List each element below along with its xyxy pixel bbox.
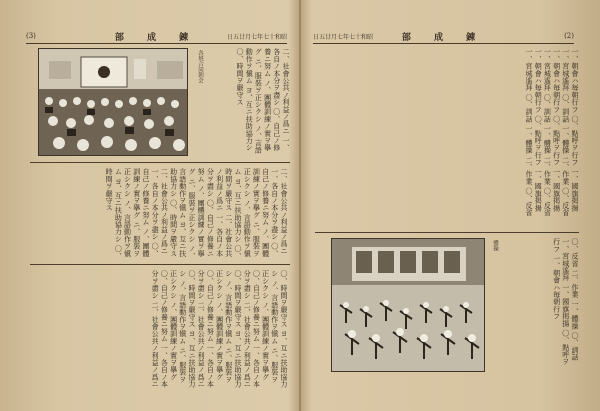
left-text-line: ヨ、互ニ扶助協力シ <box>178 270 196 388</box>
left-text-line: 二、社會公共ノ利益ノ爲ニ <box>197 301 206 388</box>
left-text-line: 〇、自己ノ修養ニ努ム <box>160 270 169 342</box>
left-text-line: 〇、時間ヲ嚴守ス <box>280 270 288 328</box>
right-text-line: 一、體操 <box>561 124 570 154</box>
right-page-header <box>313 30 574 44</box>
left-text-line: ヨ、互ニ扶助協力シ <box>224 270 242 388</box>
right-text-line: 〇、訓話 <box>524 93 533 123</box>
left-text-line: ニ、服裝ヲ正シクシ <box>123 168 141 257</box>
right-text-line: 一、朝會ハ毎朝行フ <box>552 254 561 320</box>
left-page <box>0 0 299 411</box>
right-text-line: 二、作業 <box>571 269 579 299</box>
left-text-line: 〇、自己ノ修養ニ努ム <box>261 168 279 257</box>
left-text-line: ノ、團體訓練ノ實ヲ擧グ <box>252 168 270 257</box>
right-text-line: 二、作業 <box>524 156 533 185</box>
left-text-line: ノ、團體訓練ノ實ヲ擧グ <box>215 301 224 381</box>
right-text-line: 一、國旗掲揚 <box>561 283 570 327</box>
left-text-line: 二、社會公共ノ利益ノ爲ニ <box>280 168 288 255</box>
right-text-line: 〇、點呼ヲ行フ <box>552 238 570 366</box>
right-text-line: 〇、訓話 <box>571 331 579 361</box>
right-text-line: 〇、訓話 <box>561 93 570 123</box>
right-text-line: 一、宮城遙拜 <box>524 48 533 92</box>
left-text-line: ノ、團體訓練ノ實ヲ擧グ <box>261 301 270 381</box>
right-text-line: 一、宮城遙拜 <box>543 48 552 92</box>
left-text-line: ヨ、互ニ扶助協力シ <box>245 86 254 152</box>
right-divider <box>315 232 579 233</box>
left-masthead: 部 成 錬 <box>114 33 199 43</box>
left-divider-1 <box>30 162 290 163</box>
left-text-line: ノ、言語動作ヲ愼ム <box>245 48 263 154</box>
left-text-line: 〇、時間ヲ嚴守ス <box>105 168 123 260</box>
left-text-line: ノ、言語動作ヲ愼ム <box>178 168 196 260</box>
left-text-line: ノ、言語動作ヲ愼ム <box>233 168 252 257</box>
left-text-line: ニ、服裝ヲ正シクシ <box>243 168 261 257</box>
right-text-line: 二、作業 <box>543 156 552 185</box>
left-text-line: 〇、時間ヲ嚴守ス <box>235 48 244 106</box>
left-text-line: ヨ、互ニ扶助協力シ <box>169 168 187 257</box>
left-text-line: 一、各自ノ本分ヲ盡シ <box>243 270 261 388</box>
right-text-line: 一、朝會ハ毎朝行フ <box>534 48 543 113</box>
right-text-line: 一、體操 <box>571 300 579 330</box>
exercise-photo <box>331 238 485 372</box>
right-text-line: 一、體操 <box>524 124 533 154</box>
left-text-line: ノ、言語動作ヲ愼ム <box>178 279 187 345</box>
left-text-line: ヨ、互ニ扶助協力シ <box>233 177 242 243</box>
left-text-line: ノ、團體訓練ノ實ヲ擧グ <box>132 168 150 257</box>
left-text-line: 〇、自己ノ修養ニ努ム <box>206 270 215 342</box>
left-page-number: (3) <box>26 32 36 40</box>
left-text-line: ニ、服裝ヲ正シクシ <box>187 177 196 243</box>
right-text-line: 二、作業 <box>561 156 570 185</box>
left-text-line: 一、各自ノ本分ヲ盡シ <box>151 270 169 388</box>
left-text-block-middle <box>34 168 288 260</box>
left-text-line: ニ、服裝ヲ正シクシ <box>169 270 187 383</box>
left-text-block-top <box>208 48 290 158</box>
assembly-photo-image <box>39 49 188 156</box>
left-text-line: ノ、言語動作ヲ愼ム <box>114 168 132 257</box>
right-text-line: 一、宮城遙拜 <box>561 238 570 282</box>
left-text-line: 二、社會公共ノ利益ノ爲ニ <box>215 168 233 257</box>
right-text-line: 一、國旗掲揚 <box>571 168 579 212</box>
left-text-line: 一、各自ノ本分ヲ盡シ <box>151 168 160 240</box>
left-text-line: ノ、團體訓練ノ實ヲ擧グ <box>169 301 178 381</box>
left-text-line: ノ、團體訓練ノ實ヲ擧グ <box>187 168 206 257</box>
right-text-line: 一、朝會ハ毎朝行フ <box>571 48 579 113</box>
right-masthead: 部 成 錬 <box>401 33 486 43</box>
left-text-line: 〇、時間ヲ嚴守ス <box>233 270 242 328</box>
left-text-line: ノ、言語動作ヲ愼ム <box>224 279 233 345</box>
right-text-line: 〇、反省 <box>543 187 552 217</box>
left-text-line: 〇、自己ノ修養ニ努ム <box>252 270 261 342</box>
right-page-number: (2) <box>564 32 574 40</box>
page-gutter <box>299 0 301 411</box>
right-text-block-top <box>317 48 579 228</box>
exercise-photo-image <box>332 239 485 372</box>
left-text-block-bottom <box>34 270 288 388</box>
left-text-line: ニ、服裝ヲ正シクシ <box>215 270 233 383</box>
right-text-line: 〇、訓話 <box>543 93 552 123</box>
left-text-line: ニ、服裝ヲ正シクシ <box>254 57 263 123</box>
left-text-line: 二、社會公共ノ利益ノ爲ニ <box>160 168 169 255</box>
right-text-line: 〇、反省 <box>571 238 579 267</box>
left-text-line: 一、各自ノ本分ヲ盡シ <box>270 168 279 240</box>
left-text-line: 一、各自ノ本分ヲ盡シ <box>272 48 290 152</box>
right-photo-caption: 體操 <box>492 240 498 251</box>
left-text-line: 〇、自己ノ修養ニ努ム <box>197 168 215 257</box>
right-text-line: 一、朝會ハ毎朝行フ <box>552 48 561 113</box>
right-text-line: 〇、反省 <box>524 187 533 217</box>
left-text-line: ノ、言語動作ヲ愼ム <box>270 279 279 345</box>
left-text-line: 一、各自ノ本分ヲ盡シ <box>197 270 215 388</box>
left-text-line: 〇、自己ノ修養ニ努ム <box>263 48 281 152</box>
right-date-line: 日五廿月七年七十和昭 <box>313 34 374 41</box>
right-page <box>301 0 600 411</box>
left-date-line: 日五廿月七年七十和昭 <box>226 34 287 41</box>
right-text-line: 一、國旗掲揚 <box>552 168 561 212</box>
left-text-line: ニ、服裝ヲ正シクシ <box>261 270 279 383</box>
right-text-line: 一、宮城遙拜 <box>561 48 570 92</box>
right-text-line: 一、體操 <box>543 124 552 154</box>
left-text-line: 二、社會公共ノ利益ノ爲ニ <box>282 48 290 135</box>
left-text-line: 〇、時間ヲ嚴守ス <box>169 199 178 257</box>
left-page-header <box>26 30 287 44</box>
left-text-line: ヨ、互ニ扶助協力シ <box>114 177 123 243</box>
right-text-line: 〇、點呼ヲ行フ <box>571 115 579 166</box>
left-text-line: 〇、時間ヲ嚴守ス <box>187 270 196 328</box>
left-text-line: 一、各自ノ本分ヲ盡シ <box>206 168 224 257</box>
left-text-line: 〇、時間ヲ嚴守ス <box>224 168 242 260</box>
right-text-line: 〇、點呼ヲ行フ <box>552 115 561 166</box>
left-text-line: 二、社會公共ノ利益ノ爲ニ <box>151 301 160 388</box>
assembly-photo <box>38 48 188 156</box>
right-text-line: 〇、點呼ヲ行フ <box>534 115 543 166</box>
right-text-line: 一、國旗掲揚 <box>534 168 543 212</box>
right-text-line: 〇、反省 <box>561 187 570 217</box>
left-photo-caption: 各班合同朝会 <box>197 50 203 83</box>
right-text-block-bottom <box>503 238 579 372</box>
left-text-line: 〇、自己ノ修養ニ努ム <box>141 168 160 257</box>
left-divider-2 <box>30 264 290 265</box>
left-text-line: 二、社會公共ノ利益ノ爲ニ <box>243 301 252 388</box>
left-text-line: ヨ、互ニ扶助協力シ <box>270 270 288 388</box>
left-text-line: ノ、團體訓練ノ實ヲ擧グ <box>254 48 272 152</box>
